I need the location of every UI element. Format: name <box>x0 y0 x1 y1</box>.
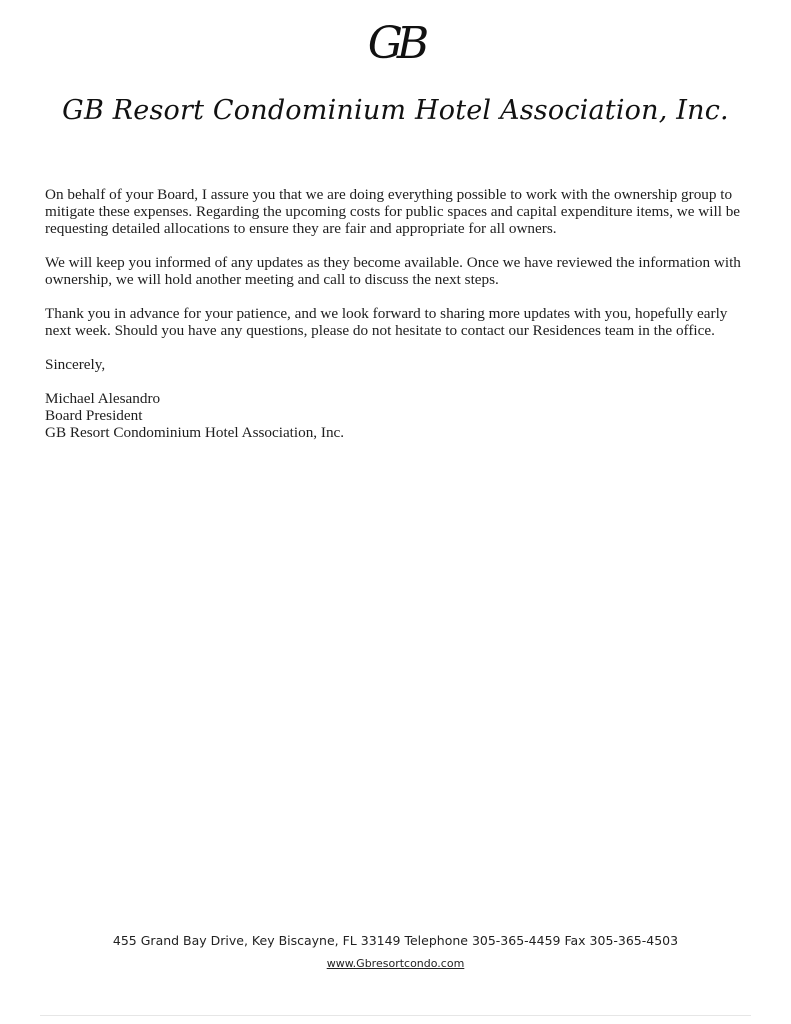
bottom-divider <box>40 1015 751 1016</box>
footer-address: 455 Grand Bay Drive, Key Biscayne, FL 33149 Telephone 305-365-4459 Fax 305-365-4503 <box>112 933 679 948</box>
signer-name: Michael Alesandro <box>45 390 161 407</box>
signature-block <box>45 390 750 441</box>
footer-website-link[interactable]: www.Gbresortcondo.com <box>326 957 465 970</box>
body-paragraph-1: On behalf of your Board, I assure you that we are doing everything possible to work with the ownership group to mitigate these expenses. Regarding the upcoming costs for public spaces and capital expenditure items, we will be requesting detailed allocations to ensure they are fair and appropriate for all owners. <box>45 186 741 237</box>
body-paragraph-3: Thank you in advance for your patience, and we look forward to sharing more updates with you, hopefully early next week. Should you have any questions, please do not hesitate to contact our Residences team in the office. <box>45 305 728 339</box>
closing-salutation: Sincerely, <box>45 356 106 373</box>
signer-organization: GB Resort Condominium Hotel Association, Inc. <box>45 424 345 441</box>
monogram-logo: GB <box>367 18 424 69</box>
letterhead-organization-name: GB Resort Condominium Hotel Association, Inc. <box>62 95 729 126</box>
signer-title: Board President <box>45 407 143 424</box>
body-paragraph-2: We will keep you informed of any updates as they become available. Once we have reviewed the information with ownership, we will hold another meeting and call to discuss the next steps. <box>45 254 741 288</box>
letter-body <box>45 186 750 441</box>
